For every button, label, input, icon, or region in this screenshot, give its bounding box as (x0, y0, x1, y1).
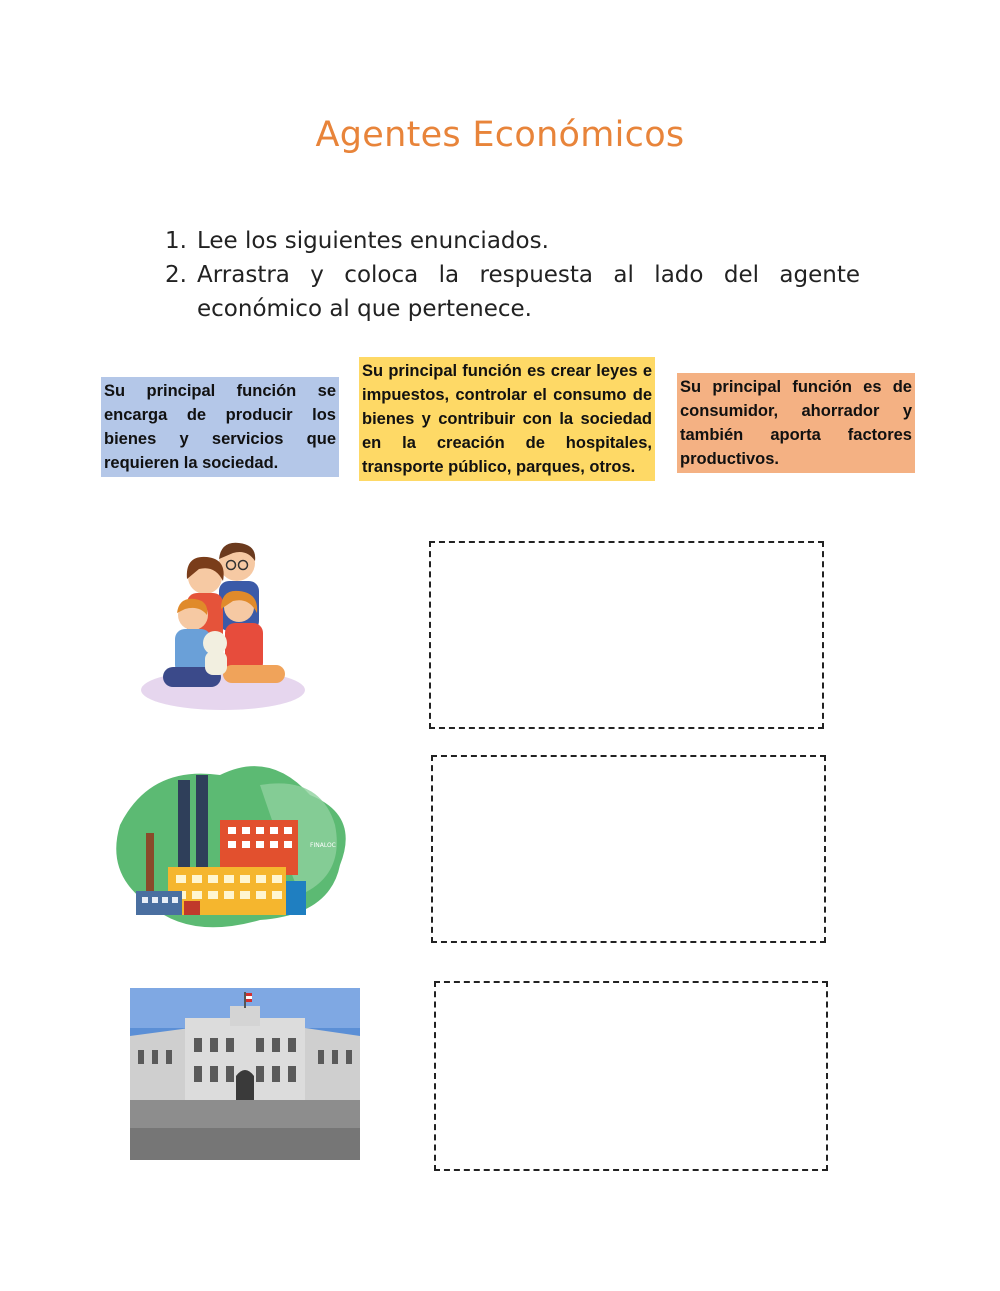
draggable-card-familias[interactable]: Su principal función es de consumidor, ahorrador y también aporta factores productivos. (677, 373, 915, 473)
factory-logo-text: FINALOC (310, 842, 336, 849)
drop-zone-empresas[interactable] (431, 755, 826, 943)
page-title: Agentes Económicos (315, 115, 685, 155)
instruction-number: 1. (165, 228, 187, 254)
drop-zone-estado[interactable] (434, 981, 828, 1171)
draggable-card-empresas[interactable]: Su principal función se encarga de producir los bienes y servicios que requieren la sociedad. (101, 377, 339, 477)
instruction-text: Arrastra y coloca la respuesta al lado del agente económico al que pertenece. (197, 262, 860, 322)
drop-zone-familias[interactable] (429, 541, 824, 729)
instructions-list (165, 224, 860, 326)
factory-illustration-icon (110, 755, 355, 935)
instruction-text: Lee los siguientes enunciados. (197, 228, 549, 254)
draggable-card-estado[interactable]: Su principal función es crear leyes e impuestos, controlar el consumo de bienes y contribuir con la sociedad en la creación de hospitales, transporte público, parques, otros. (359, 357, 655, 481)
instruction-number: 2. (165, 262, 187, 288)
family-illustration-icon (135, 535, 310, 720)
instruction-item (165, 258, 860, 326)
instruction-item (165, 224, 860, 258)
government-palace-photo-icon (130, 988, 360, 1160)
